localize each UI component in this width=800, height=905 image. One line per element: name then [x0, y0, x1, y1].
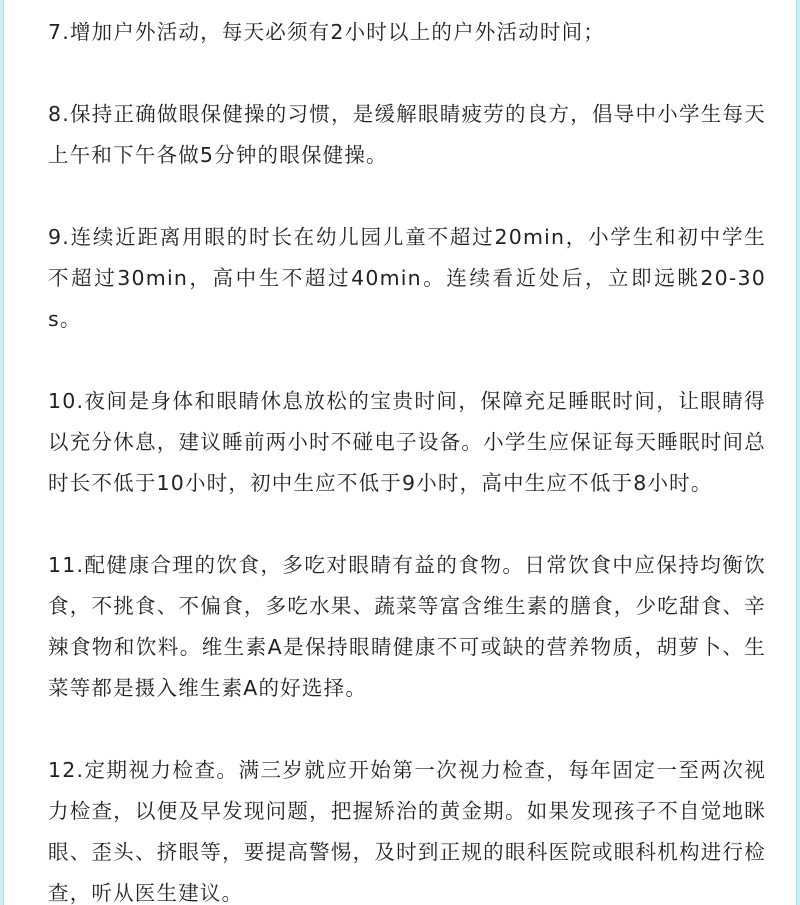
article-body	[48, 12, 766, 905]
left-border-decoration	[0, 0, 4, 905]
paragraph-tip-9: 9.连续近距离用眼的时长在幼儿园儿童不超过20min，小学生和初中学生不超过30min，高中生不超过40min。连续看近处后，立即远眺20-30s。	[48, 225, 766, 331]
right-border-decoration	[796, 0, 800, 905]
paragraph-tip-8: 8.保持正确做眼保健操的习惯，是缓解眼睛疲劳的良方，倡导中小学生每天上午和下午各做5分钟的眼保健操。	[48, 102, 766, 167]
paragraph-tip-10: 10.夜间是身体和眼睛休息放松的宝贵时间，保障充足睡眠时间，让眼睛得以充分休息，建议睡前两小时不碰电子设备。小学生应保证每天睡眠时间总时长不低于10小时，初中生应不低于9小时，高中生应不低于8小时。	[48, 389, 766, 495]
paragraph-tip-7: 7.增加户外活动，每天必须有2小时以上的户外活动时间；	[48, 20, 606, 44]
paragraph-tip-12: 12.定期视力检查。满三岁就应开始第一次视力检查，每年固定一至两次视力检查，以便及早发现问题，把握矫治的黄金期。如果发现孩子不自觉地眯眼、歪头、挤眼等，要提高警惕，及时到正规的眼科医院或眼科机构进行检查，听从医生建议。	[48, 758, 766, 905]
paragraph-tip-11: 11.配健康合理的饮食，多吃对眼睛有益的食物。日常饮食中应保持均衡饮食，不挑食、不偏食，多吃水果、蔬菜等富含维生素的膳食，少吃甜食、辛辣食物和饮料。维生素A是保持眼睛健康不可或缺的营养物质，胡萝卜、生菜等都是摄入维生素A的好选择。	[48, 553, 766, 700]
